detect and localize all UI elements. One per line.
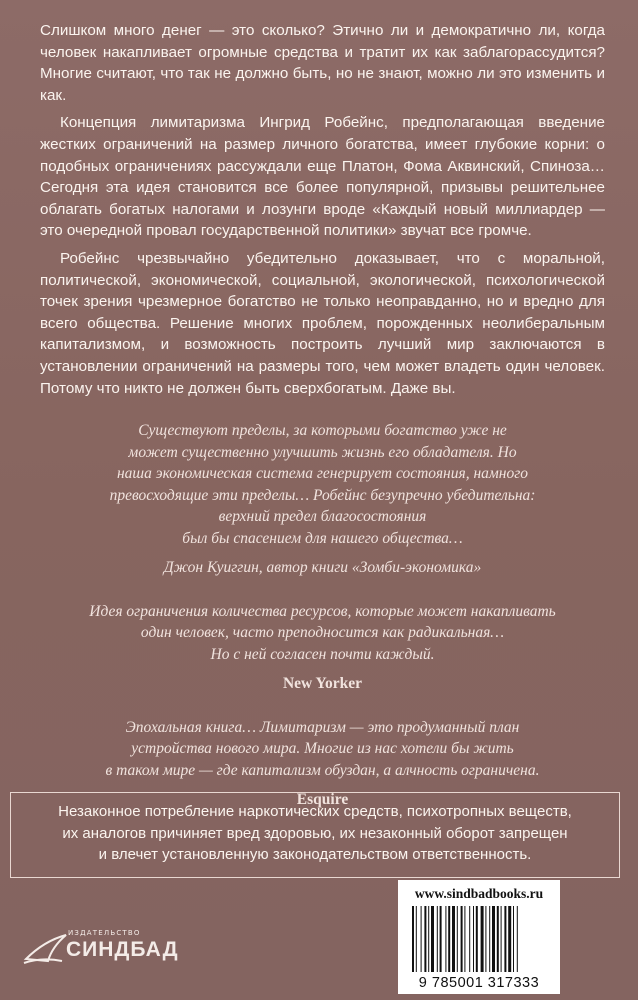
legal-warning-box <box>10 792 620 878</box>
review-line: устройства нового мира. Многие из нас хотели бы жить <box>131 740 514 757</box>
website-url[interactable]: www.sindbadbooks.ru <box>414 886 544 901</box>
barcode-icon <box>404 906 554 974</box>
description-paragraph-1: Слишком много денег — это сколько? Этично ли и демократично ли, когда человек накапливает огромные средства и тратит их как заблагорассудится? Многие считают, что так не должно быть, но не знают, можно ли это изменить и как. <box>40 22 605 104</box>
review-attribution: Esquire <box>296 791 349 808</box>
sail-icon <box>22 931 68 971</box>
review-new-yorker <box>60 601 585 695</box>
review-line: в таком мире — где капитализм обуздан, а алчность ограничена. <box>105 761 540 779</box>
review-line: Эпохальная книга… Лимитаризм — это продуманный план <box>125 718 520 736</box>
review-line: наша экономическая система генерирует состояния, намного <box>116 465 529 482</box>
review-attribution: Джон Куиггин, автор книги «Зомби-экономика» <box>163 559 482 576</box>
review-attribution: New Yorker <box>282 675 363 692</box>
isbn-number: 9 785001 317333 <box>418 975 540 991</box>
publisher-logo <box>22 925 192 975</box>
warning-line: Незаконное потребление наркотических средств, психотропных веществ, <box>58 803 572 820</box>
barcode-panel <box>398 880 560 994</box>
review-line: Существуют пределы, за которыми богатство уже не <box>138 422 507 439</box>
warning-line: и влечет установленную законодательством ответственность. <box>98 846 532 863</box>
review-quiggin <box>60 420 585 579</box>
warning-line: их аналогов причиняет вред здоровью, их незаконный оборот запрещен <box>62 824 568 842</box>
publisher-name: СИНДБАД <box>66 938 179 961</box>
publisher-label: ИЗДАТЕЛЬСТВО <box>68 929 141 937</box>
reviews <box>60 420 585 833</box>
review-line: Идея ограничения количества ресурсов, которые может накапливать <box>89 602 556 620</box>
description-paragraph-3: Робейнс чрезвычайно убедительно доказывает, что с моральной, политической, экономической, социальной, экологической, психологической точек зрения чрезмерное богатство не только неоправданно, но и вредно для всего общества. Решение многих проблем, порожденных неолиберальным капитализмом, и возможность построить лучший мир заключаются в установлении ограничений на размеры того, чем может владеть один человек. Потому что никто не должен быть сверхбогатым. Даже вы. <box>40 249 605 397</box>
review-line: Но с ней согласен почти каждый. <box>210 645 435 663</box>
description-paragraph-2: Концепция лимитаризма Ингрид Робейнс, предполагающая введение жестких ограничений на размер личного богатства, имеет глубокие корни: о подобных ограничениях рассуждали еще Платон, Фома Аквинский, Спиноза… Сегодня эта идея становится все более популярной, призывы решительнее облагать богатых налогами и лозунги вроде «Каждый новый миллиардер — это очередной провал государственной политики» звучат все громче. <box>40 114 605 240</box>
review-line: был бы спасением для нашего общества… <box>182 529 463 547</box>
review-line: превосходящие эти пределы… Робейнс безупречно убедительна: <box>109 486 536 504</box>
review-line: один человек, часто преподносится как радикальная… <box>140 624 505 641</box>
review-line: может существенно улучшить жизнь его обладателя. Но <box>128 443 517 461</box>
description-text <box>40 20 605 405</box>
review-line: верхний предел благосостояния <box>218 508 427 525</box>
